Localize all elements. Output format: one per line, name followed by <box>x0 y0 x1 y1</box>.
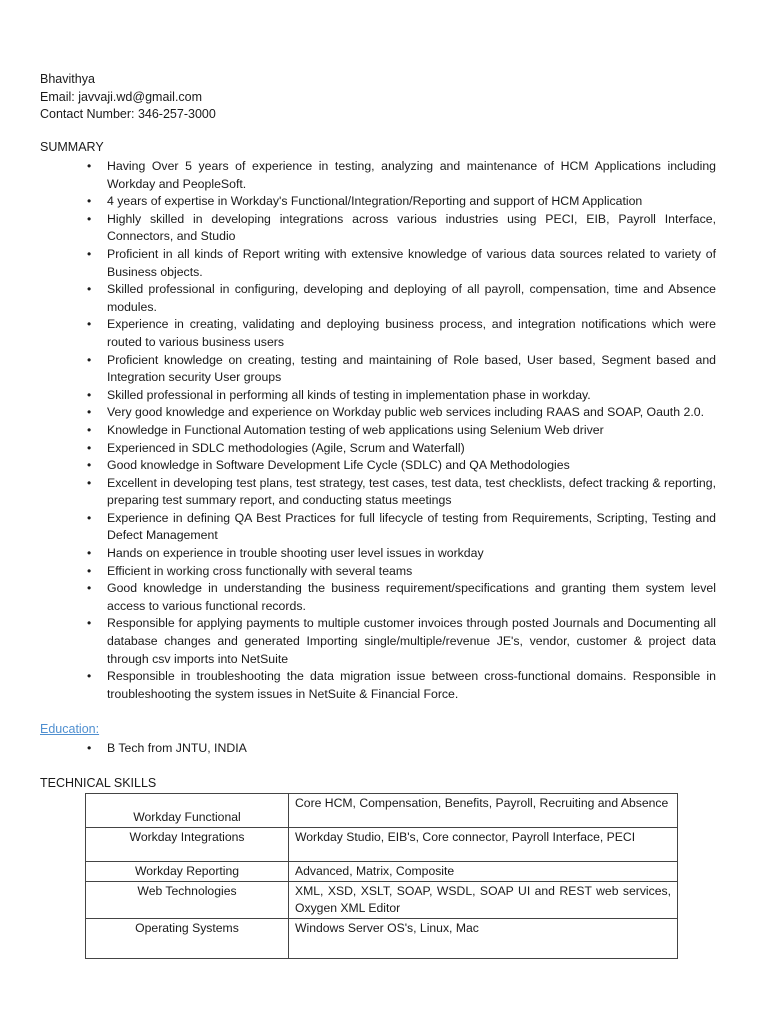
skill-category: Workday Reporting <box>86 862 289 882</box>
summary-item: • Having Over 5 years of experience in testing, analyzing and maintenance of HCM Applications including Workday and PeopleSoft. <box>88 158 716 193</box>
summary-list <box>88 158 716 703</box>
skill-category: Workday Integrations <box>86 828 289 862</box>
summary-item: • Experience in defining QA Best Practices for full lifecycle of testing from Requirements, Scripting, Testing and Defect Management <box>88 510 716 545</box>
skill-category: Workday Functional <box>86 794 289 828</box>
summary-item: • Responsible for applying payments to multiple customer invoices through posted Journals and Documenting all database changes and generated Importing single/multiple/revenue JE's, vendor, customer & project data through csv imports into NetSuite <box>88 615 716 668</box>
summary-item: • Knowledge in Functional Automation testing of web applications using Selenium Web driver <box>88 422 716 440</box>
skill-value: XML, XSD, XSLT, SOAP, WSDL, SOAP UI and REST web services, Oxygen XML Editor <box>289 882 678 919</box>
technical-skills-heading: TECHNICAL SKILLS <box>40 776 157 790</box>
skill-value: Windows Server OS's, Linux, Mac <box>289 919 678 959</box>
summary-item: • Good knowledge in understanding the business requirement/specifications and granting them system level access to various functional records. <box>88 580 716 615</box>
skill-value: Advanced, Matrix, Composite <box>289 862 678 882</box>
skill-category: Web Technologies <box>86 882 289 919</box>
summary-heading: SUMMARY <box>40 140 104 154</box>
summary-item: • Experienced in SDLC methodologies (Agile, Scrum and Waterfall) <box>88 440 716 458</box>
table-row <box>86 919 678 959</box>
summary-item: • Experience in creating, validating and deploying business process, and integration notifications which were routed to various business users <box>88 316 716 351</box>
candidate-name: Bhavithya <box>40 72 95 86</box>
summary-item: • 4 years of expertise in Workday's Functional/Integration/Reporting and support of HCM Application <box>88 193 716 211</box>
skill-category: Operating Systems <box>86 919 289 959</box>
table-row <box>86 882 678 919</box>
summary-item: • Proficient in all kinds of Report writing with extensive knowledge of various data sources related to variety of Business objects. <box>88 246 716 281</box>
summary-item: • Efficient in working cross functionally with several teams <box>88 563 716 581</box>
table-row <box>86 828 678 862</box>
summary-item: • Excellent in developing test plans, test strategy, test cases, test data, test checklists, defect tracking & reporting, preparing test summary report, and conducting status meetings <box>88 475 716 510</box>
table-row <box>86 862 678 882</box>
summary-item: • Proficient knowledge on creating, testing and maintaining of Role based, User based, Segment based and Integration security User groups <box>88 352 716 387</box>
table-row <box>86 794 678 828</box>
skill-value: Core HCM, Compensation, Benefits, Payroll, Recruiting and Absence <box>289 794 678 828</box>
education-item: • B Tech from JNTU, INDIA <box>88 741 247 755</box>
summary-item: • Skilled professional in performing all kinds of testing in implementation phase in workday. <box>88 387 716 405</box>
summary-item: • Hands on experience in trouble shooting user level issues in workday <box>88 545 716 563</box>
summary-item: • Skilled professional in configuring, developing and deploying of all payroll, compensation, time and Absence modules. <box>88 281 716 316</box>
contact-header <box>40 71 216 124</box>
technical-skills-table <box>85 793 678 959</box>
education-list <box>88 741 247 755</box>
summary-item: • Highly skilled in developing integrations across various industries using PECI, EIB, Payroll Interface, Connectors, and Studio <box>88 211 716 246</box>
summary-item: • Responsible in troubleshooting the data migration issue between cross-functional domains. Responsible in troubleshooting the system issues in NetSuite & Financial Force. <box>88 668 716 703</box>
contact-number-line: Contact Number: 346-257-3000 <box>40 107 216 121</box>
summary-item: • Very good knowledge and experience on Workday public web services including RAAS and SOAP, Oauth 2.0. <box>88 404 716 422</box>
education-heading: Education: <box>40 722 100 736</box>
summary-item: • Good knowledge in Software Development Life Cycle (SDLC) and QA Methodologies <box>88 457 716 475</box>
skill-value: Workday Studio, EIB's, Core connector, Payroll Interface, PECI <box>289 828 678 862</box>
email-line: Email: javvaji.wd@gmail.com <box>40 89 203 104</box>
